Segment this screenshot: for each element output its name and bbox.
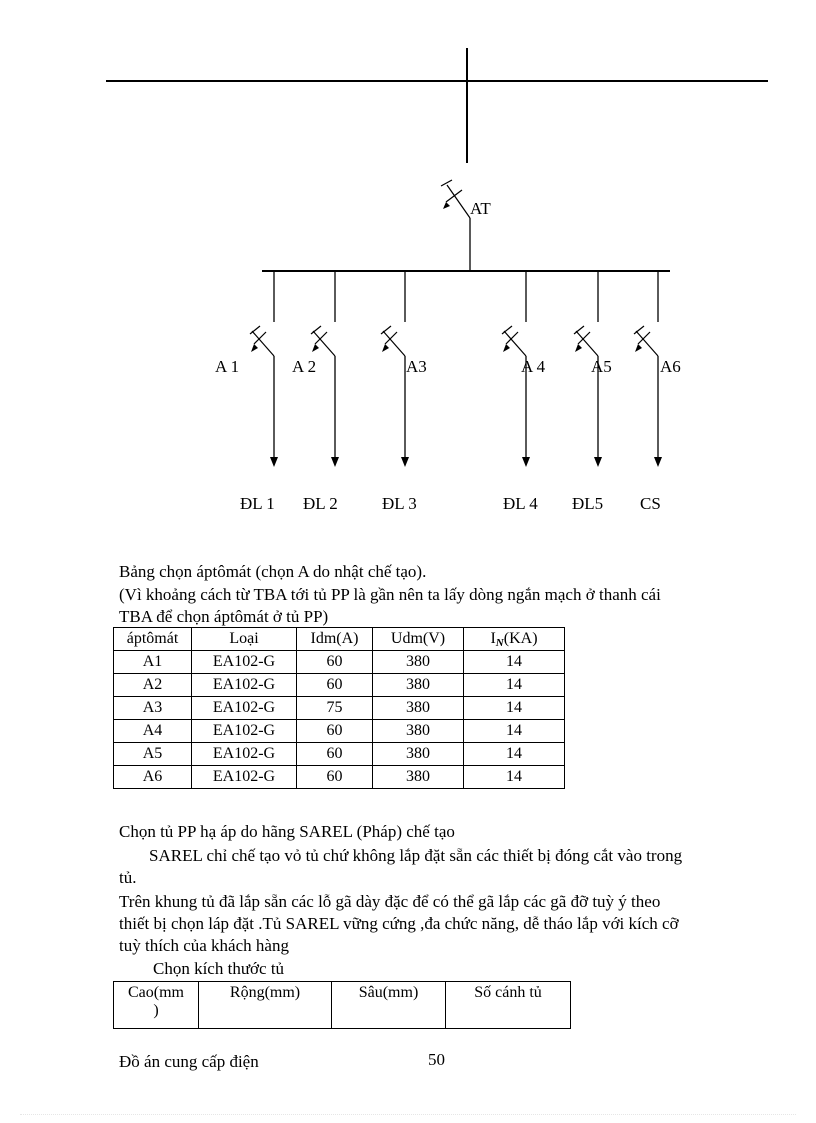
branch-feeder — [215, 271, 278, 513]
breaker-switch-symbol — [311, 326, 335, 356]
cabinet-size-table — [113, 981, 571, 1029]
col-breaking-current: IN(KA) — [464, 628, 565, 651]
breaker-label: A5 — [591, 357, 612, 376]
switch-arrow-icon — [575, 344, 582, 352]
main-breaker-label: AT — [470, 199, 491, 218]
table-header-row — [114, 628, 565, 651]
load-label: ĐL5 — [572, 494, 604, 513]
table-row: A4 EA102-G 60 380 14 — [114, 720, 565, 743]
cabinet-para1-line1: SAREL chỉ chế tạo vỏ tủ chứ không lắp đặt sẵn các thiết bị đóng cắt vào trong — [149, 846, 683, 865]
load-arrow-icon — [401, 457, 409, 467]
switch-arrow-icon — [635, 344, 642, 352]
table-row: A2 EA102-G 60 380 14 — [114, 674, 565, 697]
page-bottom-rule — [20, 1114, 796, 1115]
table-row: A3 EA102-G 75 380 14 — [114, 697, 565, 720]
table-header-row — [114, 982, 571, 1029]
breaker-note-line-1: (Vì khoảng cách từ TBA tới tủ PP là gần nên ta lấy dòng ngắn mạch ở thanh cái — [119, 585, 661, 604]
breaker-selection-table — [113, 627, 565, 789]
page-number: 50 — [428, 1050, 445, 1069]
switch-arrow-icon — [251, 344, 258, 352]
col-breaker: áptômát — [114, 628, 192, 651]
breaker-switch-symbol — [502, 326, 526, 356]
breaker-switch-symbol — [634, 326, 658, 356]
cabinet-para2-line1: Trên khung tủ đã lắp sẵn các lỗ gã dày đặc để có thể gã lắp các gã đỡ tuỳ ý theo — [119, 892, 661, 911]
single-line-diagram — [0, 0, 816, 530]
load-arrow-icon — [522, 457, 530, 467]
cabinet-title: Chọn tủ PP hạ áp do hãng SAREL (Pháp) chế tạo — [119, 822, 455, 841]
col-type: Loại — [192, 628, 297, 651]
col-width: Rộng(mm) — [199, 982, 332, 1029]
load-arrow-icon — [654, 457, 662, 467]
cabinet-para2-line3: tuỳ thích của khách hàng — [119, 936, 289, 955]
breaker-switch-symbol — [250, 326, 274, 356]
branch-feeder — [502, 271, 546, 513]
col-rated-current: Idm(A) — [297, 628, 373, 651]
breaker-label: A3 — [406, 357, 427, 376]
table-row: A6 EA102-G 60 380 14 — [114, 766, 565, 789]
breaker-label: A6 — [660, 357, 681, 376]
load-arrow-icon — [331, 457, 339, 467]
breaker-table-title: Bảng chọn áptômát (chọn A do nhật chế tạo). — [119, 562, 427, 581]
switch-arrow-icon — [382, 344, 389, 352]
switch-arrow-icon — [503, 344, 510, 352]
cabinet-para1-line2: tủ. — [119, 868, 137, 887]
footer-title: Đồ án cung cấp điện — [119, 1052, 259, 1071]
load-label: ĐL 3 — [382, 494, 417, 513]
breaker-switch-symbol — [574, 326, 598, 356]
breaker-switch-symbol — [381, 326, 405, 356]
table-row: A5 EA102-G 60 380 14 — [114, 743, 565, 766]
load-arrow-icon — [594, 457, 602, 467]
col-doors: Số cánh tủ — [446, 982, 571, 1029]
load-label: CS — [640, 494, 661, 513]
branch-feeder — [381, 271, 427, 513]
main-breaker-symbol — [441, 180, 470, 218]
load-label: ĐL 4 — [503, 494, 538, 513]
breaker-note-line-2: TBA để chọn áptômát ở tủ PP) — [119, 607, 329, 626]
breaker-label: A 4 — [521, 357, 546, 376]
col-depth: Sâu(mm) — [332, 982, 446, 1029]
breaker-label: A 1 — [215, 357, 240, 376]
load-label: ĐL 1 — [240, 494, 275, 513]
table-row: A1 EA102-G 60 380 14 — [114, 651, 565, 674]
branch-feeder — [572, 271, 612, 513]
branch-feeder — [292, 271, 339, 513]
branch-feeder — [634, 271, 681, 513]
col-height: Cao(mm ) — [114, 982, 199, 1029]
col-rated-voltage: Udm(V) — [373, 628, 464, 651]
size-caption: Chọn kích thước tủ — [153, 959, 285, 978]
cabinet-para2-line2: thiết bị chọn láp đặt .Tủ SAREL vững cứng ,đa chức năng, dễ tháo lắp với kích cỡ — [119, 914, 679, 933]
load-label: ĐL 2 — [303, 494, 338, 513]
switch-arrow-icon — [312, 344, 319, 352]
load-arrow-icon — [270, 457, 278, 467]
breaker-label: A 2 — [292, 357, 317, 376]
